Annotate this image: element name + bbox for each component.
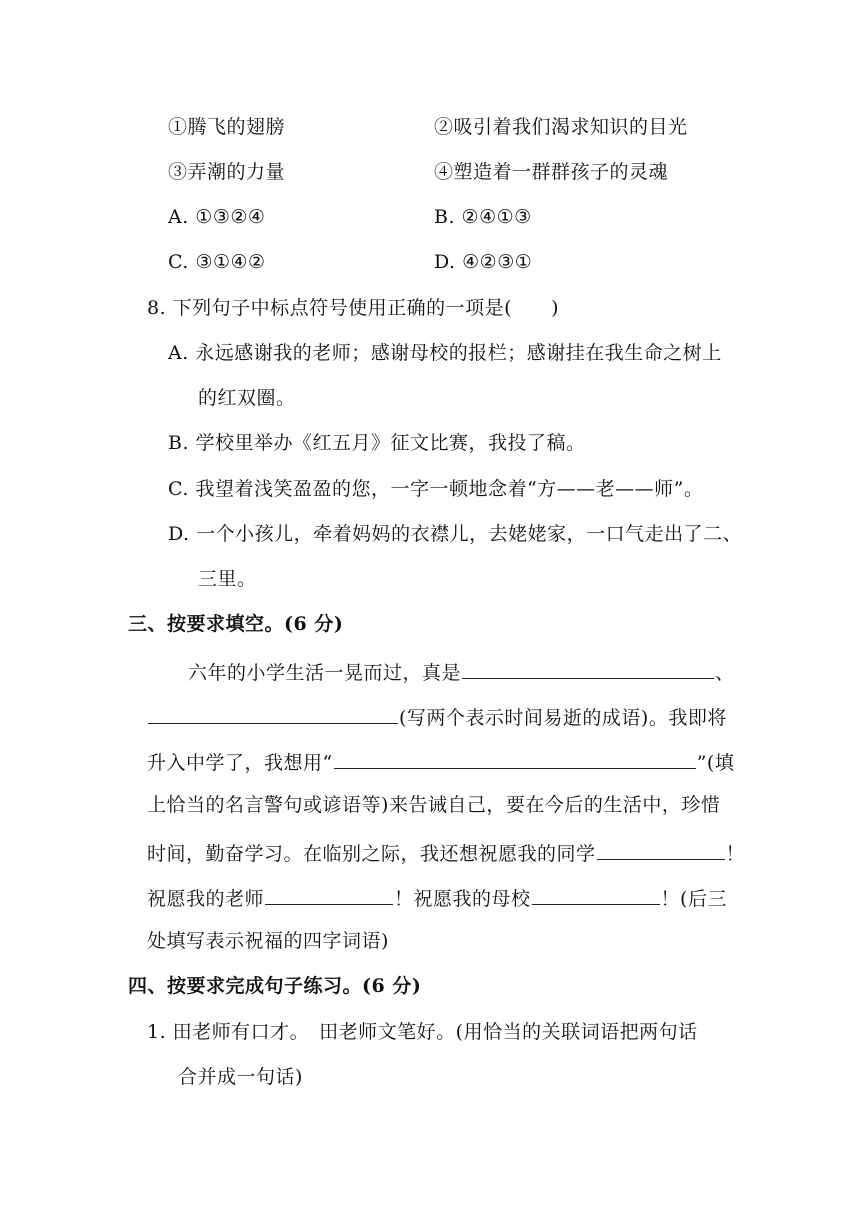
section3-heading: 三、按要求填空。(6 分) <box>128 613 344 635</box>
section3-text: ！祝愿我的母校 <box>394 888 531 910</box>
option-3: ③弄潮的力量 <box>168 161 286 183</box>
quote-blank[interactable] <box>334 748 696 769</box>
q8-choice-a-line1: A. 永远感谢我的老师；感谢母校的报栏；感谢挂在我生命之树上 <box>168 342 722 364</box>
section3-text: (写两个表示时间易逝的成语)。我即将 <box>399 707 727 729</box>
classmate-wish-blank[interactable] <box>597 839 725 860</box>
section4-q1-line2: 合并成一句话) <box>178 1066 303 1088</box>
section3-text: 六年的小学生活一晃而过，真是 <box>188 662 462 684</box>
option-4: ④塑造着一群群孩子的灵魂 <box>434 161 669 183</box>
section3-text: 时间，勤奋学习。在临别之际，我还想祝愿我的同学 <box>147 843 596 865</box>
section3-text: ！ <box>725 843 746 865</box>
section3-line6 <box>147 884 727 911</box>
option-2: ②吸引着我们渴求知识的目光 <box>434 116 688 138</box>
q8-choice-d-line2: 三里。 <box>198 568 257 590</box>
section4-heading: 四、按要求完成句子练习。(6 分) <box>128 975 422 997</box>
section3-line2 <box>147 703 727 730</box>
section3-line7: 处填写表示祝福的四字词语) <box>147 930 389 952</box>
choice-b: B. ②④①③ <box>434 206 532 228</box>
choice-d: D. ④②③① <box>434 251 533 273</box>
idiom-blank-1[interactable] <box>462 658 714 679</box>
q8-choice-d-line1: D. 一个小孩儿，牵着妈妈的衣襟儿，去姥姥家，一口气走出了二、 <box>168 523 743 545</box>
choice-c: C. ③①④② <box>168 251 266 273</box>
school-wish-blank[interactable] <box>532 884 660 905</box>
section3-line1 <box>188 658 735 685</box>
q8-choice-a-line2: 的红双圈。 <box>198 387 296 409</box>
section3-line4: 上恰当的名言警句或谚语等)来告诫自己，要在今后的生活中，珍惜 <box>147 794 721 816</box>
section3-line3 <box>147 748 734 775</box>
section3-text: ”(填 <box>696 752 735 774</box>
section3-text: 、 <box>715 662 735 684</box>
teacher-wish-blank[interactable] <box>265 884 393 905</box>
section3-text: 升入中学了，我想用“ <box>147 752 333 774</box>
q8-stem: 8. 下列句子中标点符号使用正确的一项是( ) <box>147 297 559 319</box>
choice-a: A. ①③②④ <box>168 206 266 228</box>
q8-choice-b: B. 学校里举办《红五月》征文比赛，我投了稿。 <box>168 432 586 454</box>
option-1: ①腾飞的翅膀 <box>168 116 286 138</box>
section3-line5 <box>147 839 745 866</box>
section3-text: 祝愿我的老师 <box>147 888 265 910</box>
section4-q1-line1: 1. 田老师有口才。 田老师文笔好。(用恰当的关联词语把两句话 <box>147 1021 698 1043</box>
idiom-blank-2[interactable] <box>148 703 398 724</box>
section3-text: ！(后三 <box>660 888 727 910</box>
q8-choice-c: C. 我望着浅笑盈盈的您，一字一顿地念着“方——老——师”。 <box>168 478 704 500</box>
